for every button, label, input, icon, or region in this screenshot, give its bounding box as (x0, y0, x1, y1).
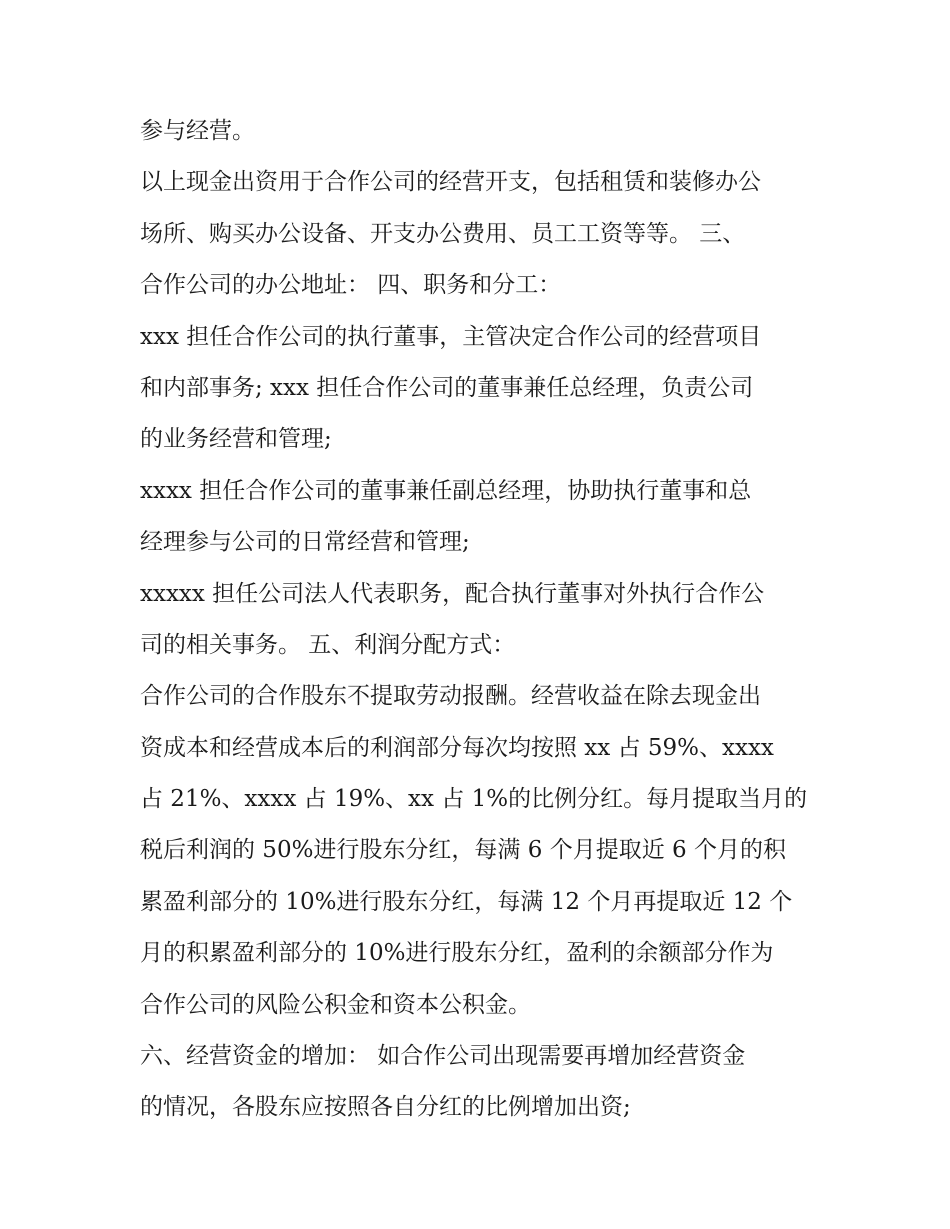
text-line: 经理参与公司的日常经营和管理; (140, 529, 470, 556)
text-line: 的业务经营和管理; (140, 426, 332, 453)
text-line: 月的积累盈利部分的 10%进行股东分红，盈利的余额部分作为 (140, 940, 774, 967)
text-line: 累盈利部分的 10%进行股东分红，每满 12 个月再提取近 12 个 (140, 888, 793, 915)
text-line: 司的相关事务。 五、利润分配方式： (140, 631, 516, 658)
text-line: 税后利润的 50%进行股东分红，每满 6 个月提取近 6 个月的积 (140, 837, 786, 864)
text-line: xxx 担任合作公司的执行董事，主管决定合作公司的经营项目 (140, 323, 762, 350)
text-line: 和内部事务; xxx 担任合作公司的董事兼任总经理，负责公司 (140, 374, 754, 401)
text-line: 参与经营。 (140, 118, 255, 144)
text-line: 合作公司的办公地址： 四、职务和分工： (140, 272, 562, 299)
text-line: 六、经营资金的增加： 如合作公司出现需要再增加经营资金 (140, 1043, 746, 1070)
document-body (140, 106, 820, 1134)
text-line: xxxx 担任合作公司的董事兼任副总经理，协助执行董事和总 (140, 477, 752, 504)
text-line: 的情况，各股东应按照各自分红的比例增加出资; (140, 1094, 631, 1121)
text-line: xxxxx 担任公司法人代表职务，配合执行董事对外执行合作公 (140, 580, 765, 607)
text-line: 合作公司的合作股东不提取劳动报酬。经营收益在除去现金出 (140, 683, 761, 710)
text-line: 场所、购买办公设备、开支办公费用、员工工资等等。 三、 (140, 220, 746, 247)
text-line: 占 21%、xxxx 占 19%、xx 占 1%的比例分红。每月提取当月的 (140, 786, 808, 813)
text-line: 以上现金出资用于合作公司的经营开支，包括租赁和装修办公 (140, 169, 761, 196)
text-line: 资成本和经营成本后的利润部分每次均按照 xx 占 59%、xxxx (140, 734, 774, 761)
text-line: 合作公司的风险公积金和资本公积金。 (140, 991, 531, 1018)
